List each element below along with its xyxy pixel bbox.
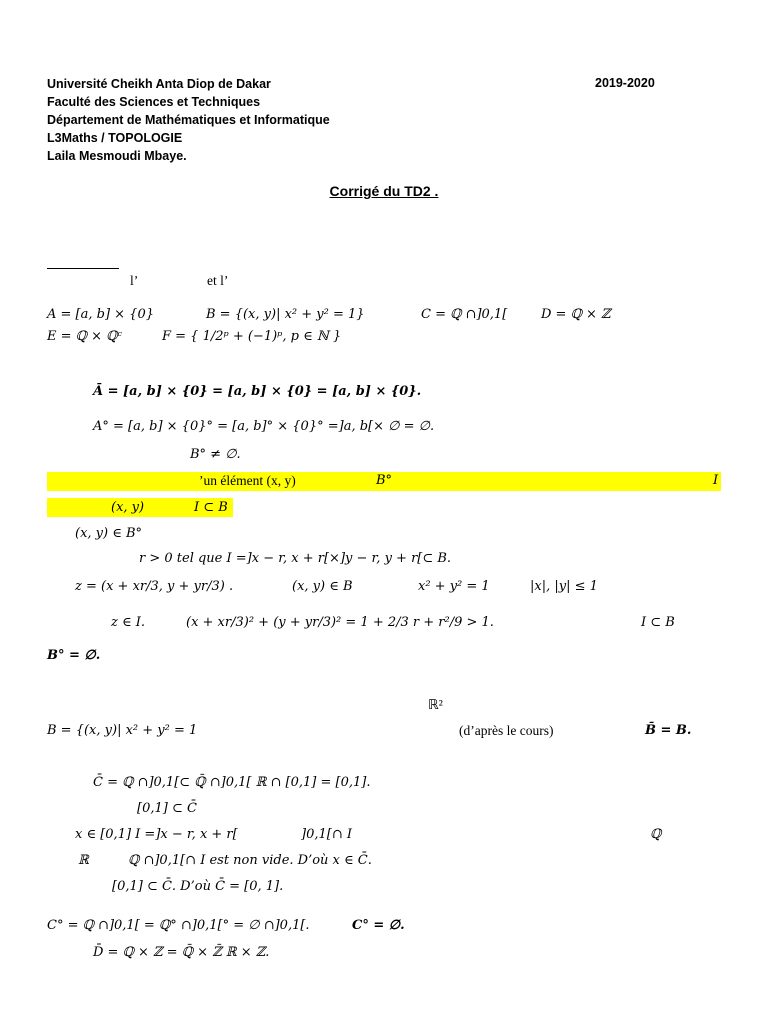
closure-c-line: C̄ = ℚ ∩]0,1[⊂ ℚ̄ ∩]0,1[ ℝ ∩ [0,1] = [0,1]. (93, 775, 371, 790)
radius-line: r > 0 tel que I =]x − r, x + r[×]y − r, y + r[⊂ B. (139, 551, 452, 566)
closure-d-line: D̄ = ℚ × ℤ = ℚ̄ × ℤ̄ ℝ × ℤ. (93, 945, 270, 960)
academic-year: 2019-2020 (595, 76, 655, 90)
intro-text-2: et l’ (207, 273, 229, 288)
interior-c-conclusion: C° = ∅. (352, 918, 405, 933)
inclusion-i-b-2: I ⊂ B (641, 615, 675, 630)
point-xy: (x, y) (111, 500, 145, 515)
department-name: Département de Mathématiques et Informatique (47, 113, 330, 127)
closure-a-line: Ā = [a, b] × {0} = [a, b] × {0} = [a, b] × {0}. (93, 384, 422, 399)
interior-b-conclusion: B° = ∅. (47, 648, 101, 663)
nonempty-line: ℚ ∩]0,1[∩ I est non vide. D’où x ∈ C̄. (128, 853, 372, 868)
set-d-definition: D = ℚ × ℤ (541, 307, 611, 322)
interior-b-symbol: B° (376, 473, 393, 488)
university-name: Université Cheikh Anta Diop de Dakar (47, 77, 271, 91)
interval-intersection: ]0,1[∩ I (301, 827, 352, 842)
section-rule (47, 268, 119, 269)
set-c-definition: C = ℚ ∩]0,1[ (421, 307, 508, 322)
circle-equation: x² + y² = 1 (418, 579, 490, 594)
set-f-definition: F = { 1/2ᵖ + (−1)ᵖ, p ∈ ℕ } (162, 329, 342, 344)
inclusion-01-c: [0,1] ⊂ C̄ (137, 801, 197, 816)
set-e-definition: E = ℚ × ℚᶜ (47, 329, 123, 344)
element-statement: ’un élément (x, y) (199, 473, 296, 488)
interior-c-line: C° = ℚ ∩]0,1[ = ℚ° ∩]0,1[° = ∅ ∩]0,1[. (47, 918, 310, 933)
set-b-definition: B = {(x, y)| x² + y² = 1} (206, 307, 365, 322)
author-name: Laila Mesmoudi Mbaye. (47, 149, 187, 163)
z-in-i: z ∈ I. (111, 615, 146, 630)
q-symbol: ℚ (650, 827, 662, 842)
r2-symbol: ℝ² (428, 697, 443, 712)
faculty-name: Faculté des Sciences et Techniques (47, 95, 261, 109)
membership-line: (x, y) ∈ B° (75, 526, 143, 541)
interior-a-line: A° = [a, b] × {0}° = [a, b]° × {0}° =]a, b[× ∅ = ∅. (93, 419, 435, 434)
interior-b-hypothesis: B° ≠ ∅. (190, 447, 241, 462)
inclusion-i-b: I ⊂ B (194, 500, 228, 515)
set-a-definition: A = [a, b] × {0} (47, 307, 154, 322)
bound-inequality: |x|, |y| ≤ 1 (530, 579, 598, 594)
closure-c-conclusion: [0,1] ⊂ C̄. D’où C̄ = [0, 1]. (112, 879, 284, 894)
intro-text-1: l’ (130, 273, 139, 288)
closure-b-conclusion: B̄ = B. (645, 723, 692, 738)
course-reference: (d’après le cours) (459, 723, 554, 738)
set-b-restated: B = {(x, y)| x² + y² = 1 (47, 723, 198, 738)
point-z-definition: z = (x + xr/3, y + yr/3) . (75, 579, 234, 594)
xy-in-b: (x, y) ∈ B (292, 579, 353, 594)
r-symbol: ℝ (78, 853, 89, 868)
norm-computation: (x + xr/3)² + (y + yr/3)² = 1 + 2/3 r + r²/9 > 1. (186, 615, 494, 630)
x-in-01-line: x ∈ [0,1] I =]x − r, x + r[ (75, 827, 238, 842)
page-title: Corrigé du TD2 . (329, 183, 439, 199)
interval-i-symbol: I (713, 473, 719, 488)
course-name: L3Maths / TOPOLOGIE (47, 131, 183, 145)
